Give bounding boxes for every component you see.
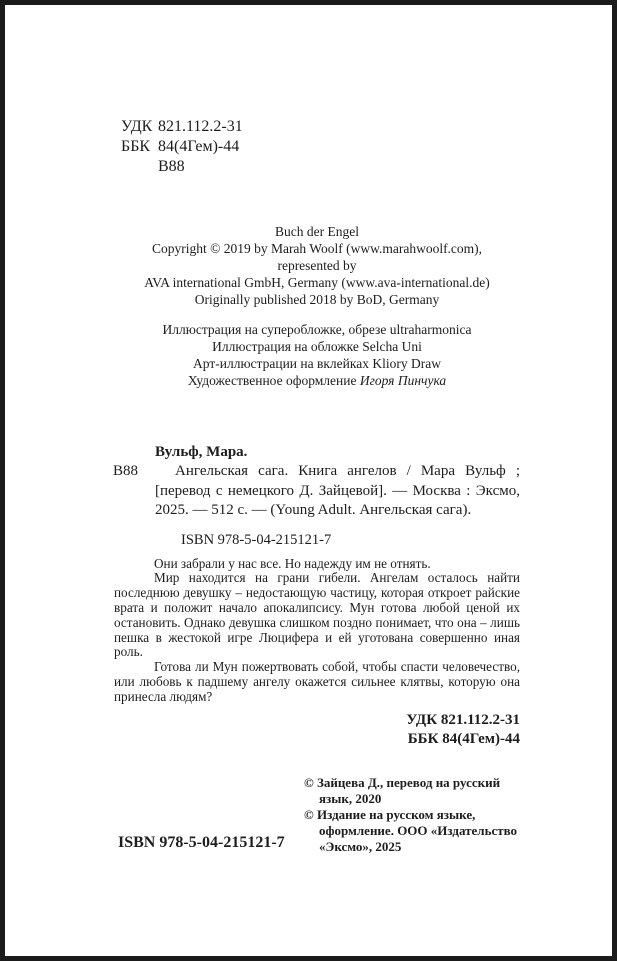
bbk-line — [121, 137, 520, 157]
bbk-label: ББК — [121, 138, 151, 155]
credit-design — [114, 372, 520, 389]
udk-label: УДК — [121, 118, 153, 135]
copyright-edition-text: Издание на русском языке, оформление. ООО «Издательство «Эксмо», 2025 — [313, 807, 518, 855]
catalog-author: Вульф, Мара. — [155, 444, 248, 460]
copyright-edition — [304, 807, 520, 856]
original-represented: represented by — [277, 258, 357, 273]
annotation-paragraph-1: Они забрали у нас все. Но надежду им не отнять. — [154, 555, 431, 571]
copyright-translation-text: Зайцева Д., перевод на русский язык, 2020 — [313, 774, 501, 806]
copyright-symbol: © — [304, 774, 314, 790]
credit-jacket: Иллюстрация на суперобложке, обрезе ultraharmonica — [162, 322, 472, 337]
author-sign: В88 — [158, 158, 185, 175]
page-content — [5, 5, 612, 856]
credit-art: Арт-иллюстрации на вклейках Kliory Draw — [193, 356, 441, 371]
footer-udk: УДК 821.112.2-31 — [406, 711, 520, 728]
footer-row — [114, 775, 520, 856]
isbn-catalog-line: ISBN 978-5-04-215121-7 — [181, 531, 332, 548]
annotation-block — [114, 557, 520, 705]
footer-isbn: ISBN 978-5-04-215121-7 — [118, 833, 285, 851]
credit-design-prefix: Художественное оформление — [187, 373, 360, 388]
footer-bbk: ББК 84(4Гем)-44 — [407, 731, 520, 748]
original-title: Buch der Engel — [275, 224, 359, 239]
credit-cover: Иллюстрация на обложке Selcha Uni — [212, 339, 422, 354]
credits-block — [114, 321, 520, 389]
original-agency: AVA international GmbH, Germany (www.ava-international.de) — [144, 275, 490, 290]
footer-classification-codes — [114, 711, 520, 750]
udk-line — [121, 117, 520, 137]
annotation-paragraph-2: Мир находится на грани гибели. Ангелам осталось найти последнюю девушку – недостающую частицу, которая откроет райские врата и положит начало апокалипсису. Мун готова любой ценой их остановить. Однако девушка слишком поздно понимает, что она – лишь пешка в жестокой игре Люцифера и ей уготована совершенно иная роль. — [114, 570, 520, 660]
copyright-translation — [304, 775, 520, 807]
annotation-paragraph-3: Готова ли Мун пожертвовать собой, чтобы спасти человечество, или любовь к падшему ангелу окажется сильнее клятвы, которую она принесла людям? — [114, 659, 520, 704]
udk-value: 821.112.2-31 — [158, 118, 243, 135]
credit-design-name: Игоря Пинчука — [359, 373, 447, 388]
copyright-column — [304, 775, 520, 856]
bbk-value: 84(4Гем)-44 — [158, 138, 240, 155]
original-edition-block — [114, 223, 520, 308]
catalog-author-sign: В88 — [113, 463, 139, 480]
original-copyright: Copyright © 2019 by Marah Woolf (www.marahwoolf.com), — [151, 241, 483, 256]
catalog-entry — [113, 443, 520, 521]
original-publisher: Originally published 2018 by BoD, Germany — [194, 292, 440, 307]
copyright-symbol: © — [304, 807, 314, 822]
header-classification-codes — [121, 117, 520, 177]
catalog-description: Ангельская сага. Книга ангелов / Мара Вульф ; [перевод с немецкого Д. Зайцевой]. — Москва : Эксмо, 2025. — 512 с. — (Young Adult. Ангельская сага). — [155, 463, 520, 519]
